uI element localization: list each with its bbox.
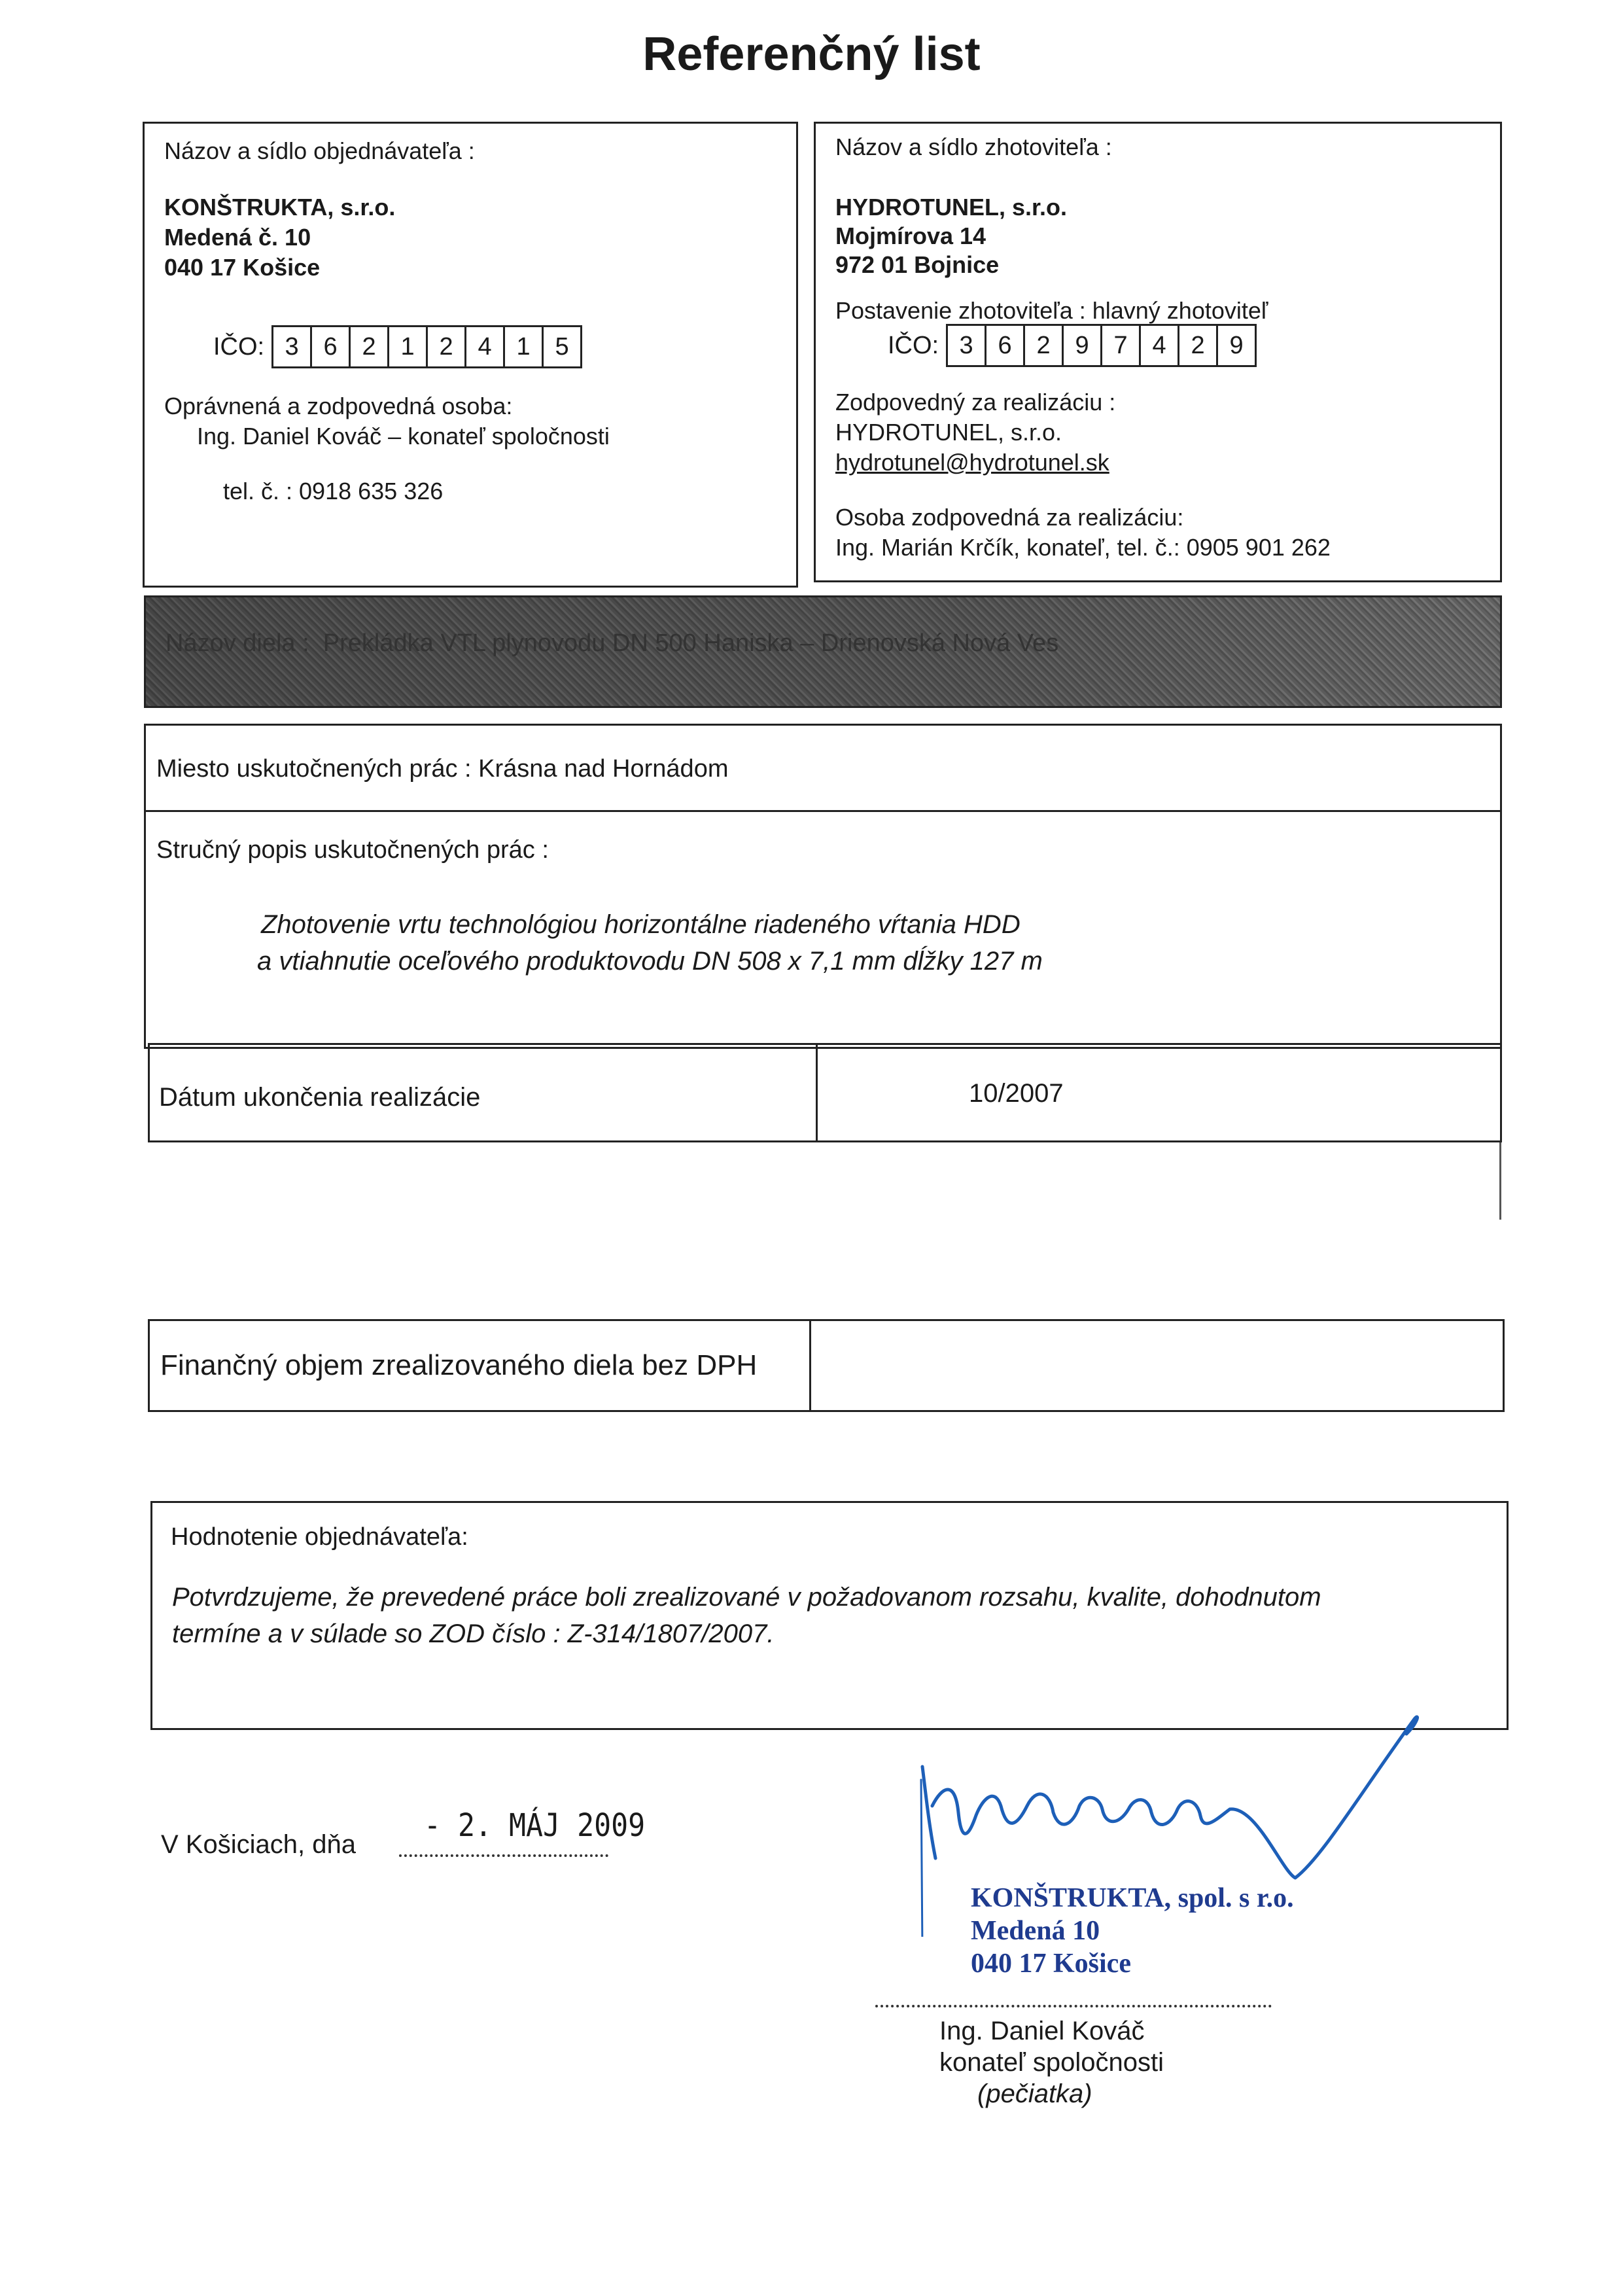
- stamp-line-2: Medená 10: [971, 1916, 1100, 1946]
- customer-person-heading: Oprávnená a zodpovedná osoba:: [164, 393, 513, 419]
- ico-digit-cell: 2: [1178, 324, 1218, 367]
- ico-digit-cell: 3: [946, 324, 986, 367]
- ico-digit-cell: 2: [426, 325, 466, 368]
- ico-digit-cell: 3: [271, 325, 312, 368]
- financial-label: Finančný objem zrealizovaného diela bez DPH: [160, 1349, 758, 1381]
- customer-box: [143, 122, 798, 588]
- evaluation-label: Hodnotenie objednávateľa:: [171, 1523, 468, 1551]
- contractor-responsible-company: HYDROTUNEL, s.r.o.: [835, 419, 1062, 446]
- contractor-box: [814, 122, 1502, 582]
- contractor-heading: Názov a sídlo zhotoviteľa :: [835, 133, 1112, 160]
- signature-dotted-line: [875, 2005, 1272, 2007]
- description-label: Stručný popis uskutočnených prác :: [156, 836, 549, 864]
- place-date-value: - 2. MÁJ 2009: [424, 1807, 646, 1844]
- description-section: [144, 810, 1502, 1049]
- customer-ico-label: IČO:: [213, 332, 265, 361]
- location-value: Krásna nad Hornádom: [478, 755, 729, 783]
- customer-heading: Názov a sídlo objednávateľa :: [164, 137, 475, 164]
- ico-digit-cell: 1: [387, 325, 428, 368]
- document-title: Referenčný list: [642, 28, 981, 80]
- customer-person: Ing. Daniel Kováč – konateľ spoločnosti: [197, 423, 610, 450]
- completion-date-row: [148, 1043, 1502, 1142]
- contractor-position: Postavenie zhotoviteľa : hlavný zhotoviteľ: [835, 297, 1268, 324]
- contractor-street: Mojmírova 14: [835, 222, 986, 249]
- ico-digit-cell: 2: [349, 325, 389, 368]
- evaluation-line-1: Potvrdzujeme, že prevedené práce boli zrealizované v požadovanom rozsahu, kvalite, dohodnutom: [172, 1583, 1321, 1612]
- project-name-band: [144, 595, 1502, 708]
- customer-phone: tel. č. : 0918 635 326: [223, 478, 444, 504]
- stamp-line-1: KONŠTRUKTA, spol. s r.o.: [971, 1883, 1294, 1913]
- ico-digit-cell: 5: [542, 325, 582, 368]
- contractor-name: HYDROTUNEL, s.r.o.: [835, 194, 1068, 221]
- company-stamp: [971, 1882, 1294, 1980]
- right-edge-line: [1499, 1142, 1501, 1220]
- signatory-name: Ing. Daniel Kováč: [939, 2017, 1145, 2045]
- completion-divider: [816, 1045, 818, 1140]
- contractor-email-link[interactable]: hydrotunel@hydrotunel.sk: [835, 449, 1109, 476]
- ico-digit-cell: 1: [503, 325, 544, 368]
- completion-label: Dátum ukončenia realizácie: [159, 1083, 481, 1112]
- financial-row: [148, 1319, 1505, 1412]
- location-label: Miesto uskutočnených prác :: [156, 755, 472, 783]
- ico-digit-cell: 6: [985, 324, 1025, 367]
- ico-digit-cell: 9: [1062, 324, 1102, 367]
- ico-digit-cell: 6: [310, 325, 351, 368]
- contractor-ico: [888, 324, 1257, 367]
- contractor-ico-cells: [948, 324, 1257, 367]
- customer-ico-cells: [273, 325, 582, 368]
- ico-digit-cell: 7: [1100, 324, 1141, 367]
- contractor-ico-label: IČO:: [888, 331, 939, 359]
- project-name-label: Názov diela :: [166, 629, 309, 657]
- ico-digit-cell: 9: [1216, 324, 1257, 367]
- customer-name: KONŠTRUKTA, s.r.o.: [164, 194, 396, 221]
- contractor-person: Ing. Marián Krčík, konateľ, tel. č.: 0905 901 262: [835, 534, 1331, 561]
- description-line-2: a vtiahnutie oceľového produktovodu DN 508 x 7,1 mm dĺžky 127 m: [257, 947, 1043, 976]
- date-dotted-line: [399, 1854, 608, 1857]
- ico-digit-cell: 2: [1023, 324, 1064, 367]
- project-name: [166, 629, 1058, 658]
- customer-street: Medená č. 10: [164, 224, 311, 251]
- customer-ico: [213, 325, 582, 368]
- location-row: [144, 724, 1502, 812]
- contractor-city: 972 01 Bojnice: [835, 251, 1000, 278]
- signatory-note: (pečiatka): [977, 2079, 1092, 2108]
- ico-digit-cell: 4: [1139, 324, 1179, 367]
- signatory-role: konateľ spoločnosti: [939, 2048, 1164, 2077]
- contractor-person-heading: Osoba zodpovedná za realizáciu:: [835, 504, 1184, 531]
- financial-divider: [809, 1321, 811, 1410]
- description-line-1: Zhotovenie vrtu technológiou horizontálne riadeného vŕtania HDD: [261, 910, 1021, 939]
- completion-value: 10/2007: [969, 1079, 1064, 1108]
- stamp-line-3: 040 17 Košice: [971, 1949, 1131, 1979]
- customer-city: 040 17 Košice: [164, 254, 321, 281]
- location: [156, 754, 728, 783]
- evaluation-line-2: termíne a v súlade so ZOD číslo : Z-314/1807/2007.: [172, 1619, 775, 1648]
- place-date-label: V Košiciach, dňa: [161, 1830, 356, 1859]
- project-name-value: Prekládka VTL plynovodu DN 500 Haniska – Drienovská Nová Ves: [323, 629, 1059, 657]
- contractor-responsible-heading: Zodpovedný za realizáciu :: [835, 389, 1116, 415]
- ico-digit-cell: 4: [464, 325, 505, 368]
